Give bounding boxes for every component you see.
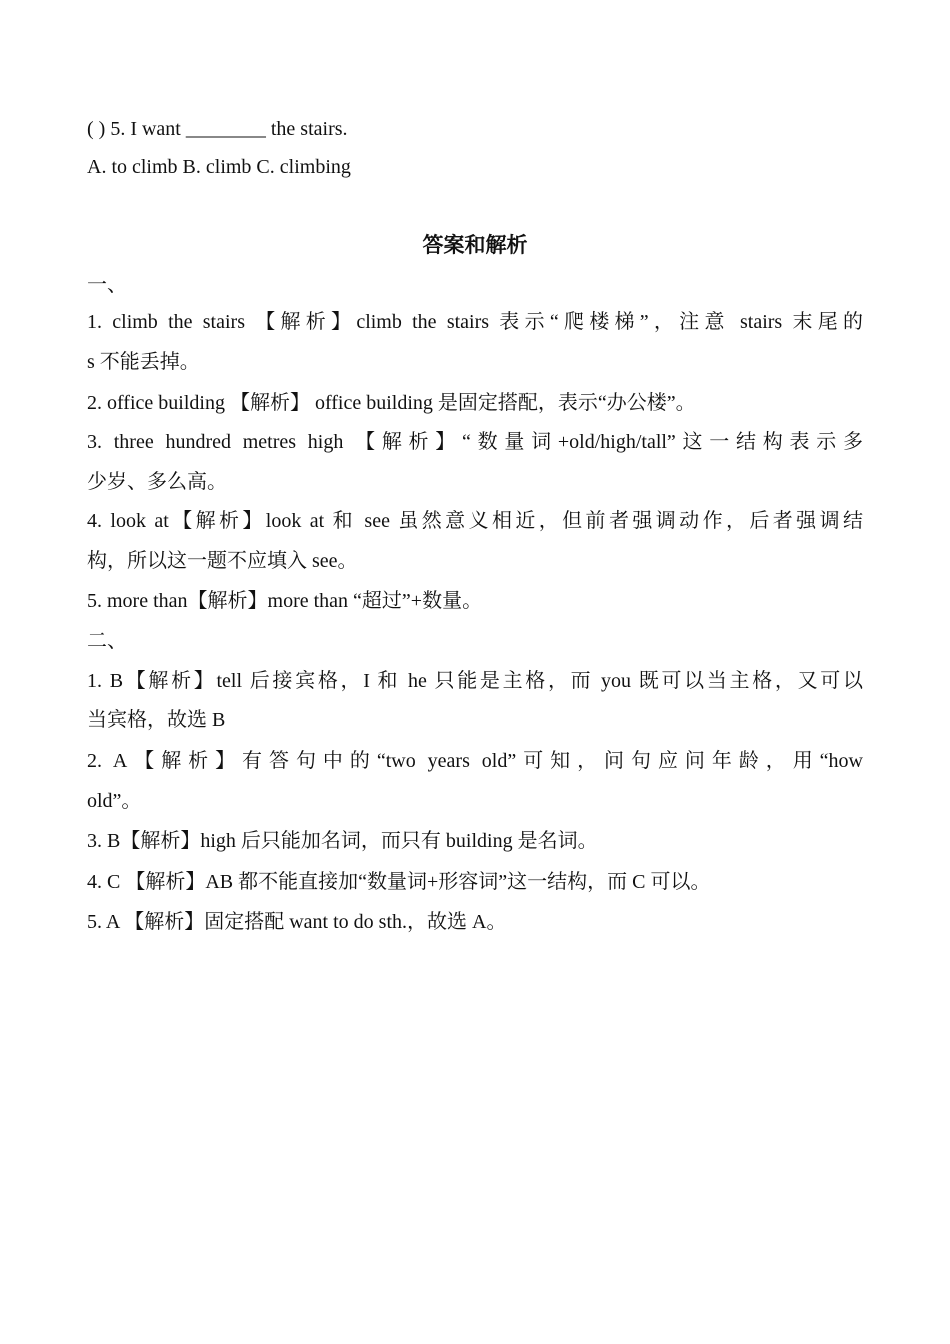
section-1-heading: 一、 — [87, 274, 127, 296]
answer-2-2-line-1: 2. A【解析】有答句中的“two years old”可知，问句应问年龄，用“how — [87, 750, 863, 772]
answer-2-5: 5. A 【解析】固定搭配 want to do sth.，故选 A。 — [87, 911, 507, 933]
answer-2-4: 4. C 【解析】AB 都不能直接加“数量词+形容词”这一结构，而 C 可以。 — [87, 871, 711, 893]
answer-1-4-line-1: 4. look at【解析】look at 和 see 虽然意义相近，但前者强调动作，后者强调结 — [87, 510, 863, 532]
question-5-stem: ( ) 5. I want ________ the stairs. — [87, 118, 348, 140]
answers-title: 答案和解析 — [422, 233, 528, 257]
answer-1-1-line-1: 1. climb the stairs 【解析】climb the stairs 表示“爬楼梯”，注意 stairs 末尾的 — [87, 311, 863, 333]
answer-2-1-line-2: 当宾格，故选 B — [87, 709, 226, 731]
answer-2-1-line-1: 1. B【解析】tell 后接宾格，I 和 he 只能是主格，而 you 既可以当主格，又可以 — [87, 670, 863, 692]
question-5-options: A. to climb B. climb C. climbing — [87, 156, 351, 178]
section-2-heading: 二、 — [87, 630, 127, 652]
answer-1-2: 2. office building 【解析】 office building 是固定搭配，表示“办公楼”。 — [87, 392, 696, 414]
answer-1-1-line-2: s 不能丢掉。 — [87, 351, 200, 373]
answer-2-3: 3. B【解析】high 后只能加名词，而只有 building 是名词。 — [87, 830, 598, 852]
answer-1-3-line-2: 少岁、多么高。 — [87, 471, 227, 493]
answer-1-3-line-1: 3. three hundred metres high 【解析】“数量词+old/high/tall”这一结构表示多 — [87, 431, 863, 453]
answer-1-5: 5. more than【解析】more than “超过”+数量。 — [87, 590, 483, 612]
answer-1-4-line-2: 构，所以这一题不应填入 see。 — [87, 550, 358, 572]
answer-2-2-line-2: old”。 — [87, 790, 142, 812]
